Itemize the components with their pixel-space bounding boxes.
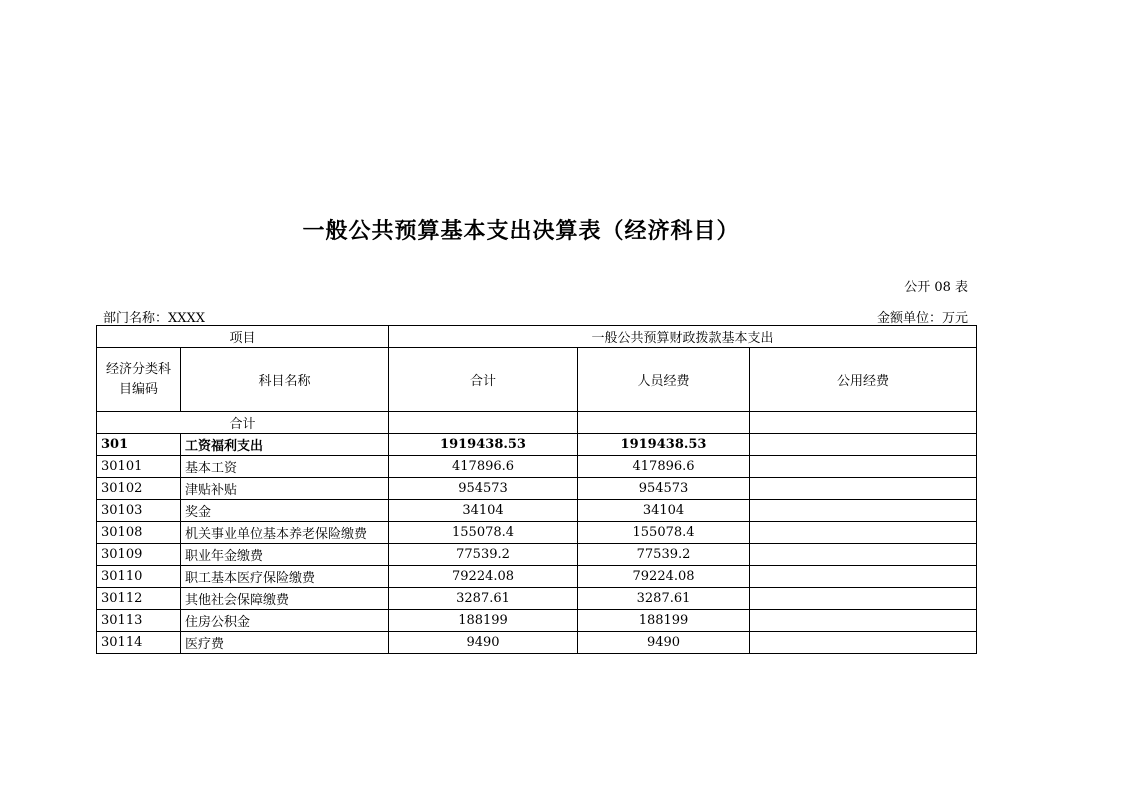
row-public bbox=[750, 632, 977, 654]
row-name: 奖金 bbox=[181, 500, 389, 522]
table-row bbox=[97, 434, 977, 456]
header-code: 经济分类科目编码 bbox=[97, 348, 181, 412]
form-number: 公开 08 表 bbox=[904, 280, 968, 295]
row-code: 30108 bbox=[97, 522, 181, 544]
row-name: 其他社会保障缴费 bbox=[181, 588, 389, 610]
row-public bbox=[750, 522, 977, 544]
row-code: 30113 bbox=[97, 610, 181, 632]
row-personnel: 79224.08 bbox=[578, 566, 750, 588]
total-row bbox=[97, 412, 977, 434]
table-row bbox=[97, 522, 977, 544]
row-name: 机关事业单位基本养老保险缴费 bbox=[181, 522, 389, 544]
report-title: 一般公共预算基本支出决算表（经济科目） bbox=[302, 218, 740, 244]
total-public bbox=[750, 412, 977, 434]
row-name: 工资福利支出 bbox=[181, 434, 389, 456]
row-public bbox=[750, 610, 977, 632]
row-personnel: 954573 bbox=[578, 478, 750, 500]
table-row bbox=[97, 500, 977, 522]
row-public bbox=[750, 434, 977, 456]
total-label: 合计 bbox=[97, 412, 389, 434]
header-total: 合计 bbox=[389, 348, 578, 412]
row-personnel: 34104 bbox=[578, 500, 750, 522]
row-code: 30102 bbox=[97, 478, 181, 500]
row-code: 30114 bbox=[97, 632, 181, 654]
row-public bbox=[750, 588, 977, 610]
amount-unit: 金额单位：万元 bbox=[876, 311, 968, 326]
table-row bbox=[97, 588, 977, 610]
table-row bbox=[97, 478, 977, 500]
row-name: 津贴补贴 bbox=[181, 478, 389, 500]
budget-expenditure-table bbox=[96, 325, 977, 654]
row-name: 职工基本医疗保险缴费 bbox=[181, 566, 389, 588]
row-personnel: 417896.6 bbox=[578, 456, 750, 478]
row-total: 1919438.53 bbox=[389, 434, 578, 456]
row-total: 155078.4 bbox=[389, 522, 578, 544]
table-row bbox=[97, 456, 977, 478]
row-public bbox=[750, 566, 977, 588]
row-total: 3287.61 bbox=[389, 588, 578, 610]
total-personnel bbox=[578, 412, 750, 434]
row-personnel: 3287.61 bbox=[578, 588, 750, 610]
row-total: 79224.08 bbox=[389, 566, 578, 588]
total-sum bbox=[389, 412, 578, 434]
row-code: 30110 bbox=[97, 566, 181, 588]
row-code: 301 bbox=[97, 434, 181, 456]
row-name: 住房公积金 bbox=[181, 610, 389, 632]
row-total: 9490 bbox=[389, 632, 578, 654]
row-total: 417896.6 bbox=[389, 456, 578, 478]
row-public bbox=[750, 544, 977, 566]
row-personnel: 188199 bbox=[578, 610, 750, 632]
department-name: 部门名称：XXXX bbox=[103, 311, 206, 326]
header-name: 科目名称 bbox=[181, 348, 389, 412]
row-code: 30103 bbox=[97, 500, 181, 522]
row-code: 30109 bbox=[97, 544, 181, 566]
row-name: 基本工资 bbox=[181, 456, 389, 478]
table-row bbox=[97, 566, 977, 588]
header-row-1 bbox=[97, 326, 977, 348]
table-row bbox=[97, 610, 977, 632]
header-row-2 bbox=[97, 348, 977, 412]
header-budget-group: 一般公共预算财政拨款基本支出 bbox=[389, 326, 977, 348]
header-project: 项目 bbox=[97, 326, 389, 348]
table-row bbox=[97, 632, 977, 654]
row-public bbox=[750, 500, 977, 522]
table-row bbox=[97, 544, 977, 566]
row-code: 30101 bbox=[97, 456, 181, 478]
row-public bbox=[750, 478, 977, 500]
header-public: 公用经费 bbox=[750, 348, 977, 412]
row-total: 954573 bbox=[389, 478, 578, 500]
row-personnel: 155078.4 bbox=[578, 522, 750, 544]
header-personnel: 人员经费 bbox=[578, 348, 750, 412]
row-total: 34104 bbox=[389, 500, 578, 522]
row-total: 188199 bbox=[389, 610, 578, 632]
row-name: 医疗费 bbox=[181, 632, 389, 654]
row-code: 30112 bbox=[97, 588, 181, 610]
row-personnel: 9490 bbox=[578, 632, 750, 654]
row-public bbox=[750, 456, 977, 478]
row-total: 77539.2 bbox=[389, 544, 578, 566]
row-personnel: 1919438.53 bbox=[578, 434, 750, 456]
row-name: 职业年金缴费 bbox=[181, 544, 389, 566]
row-personnel: 77539.2 bbox=[578, 544, 750, 566]
